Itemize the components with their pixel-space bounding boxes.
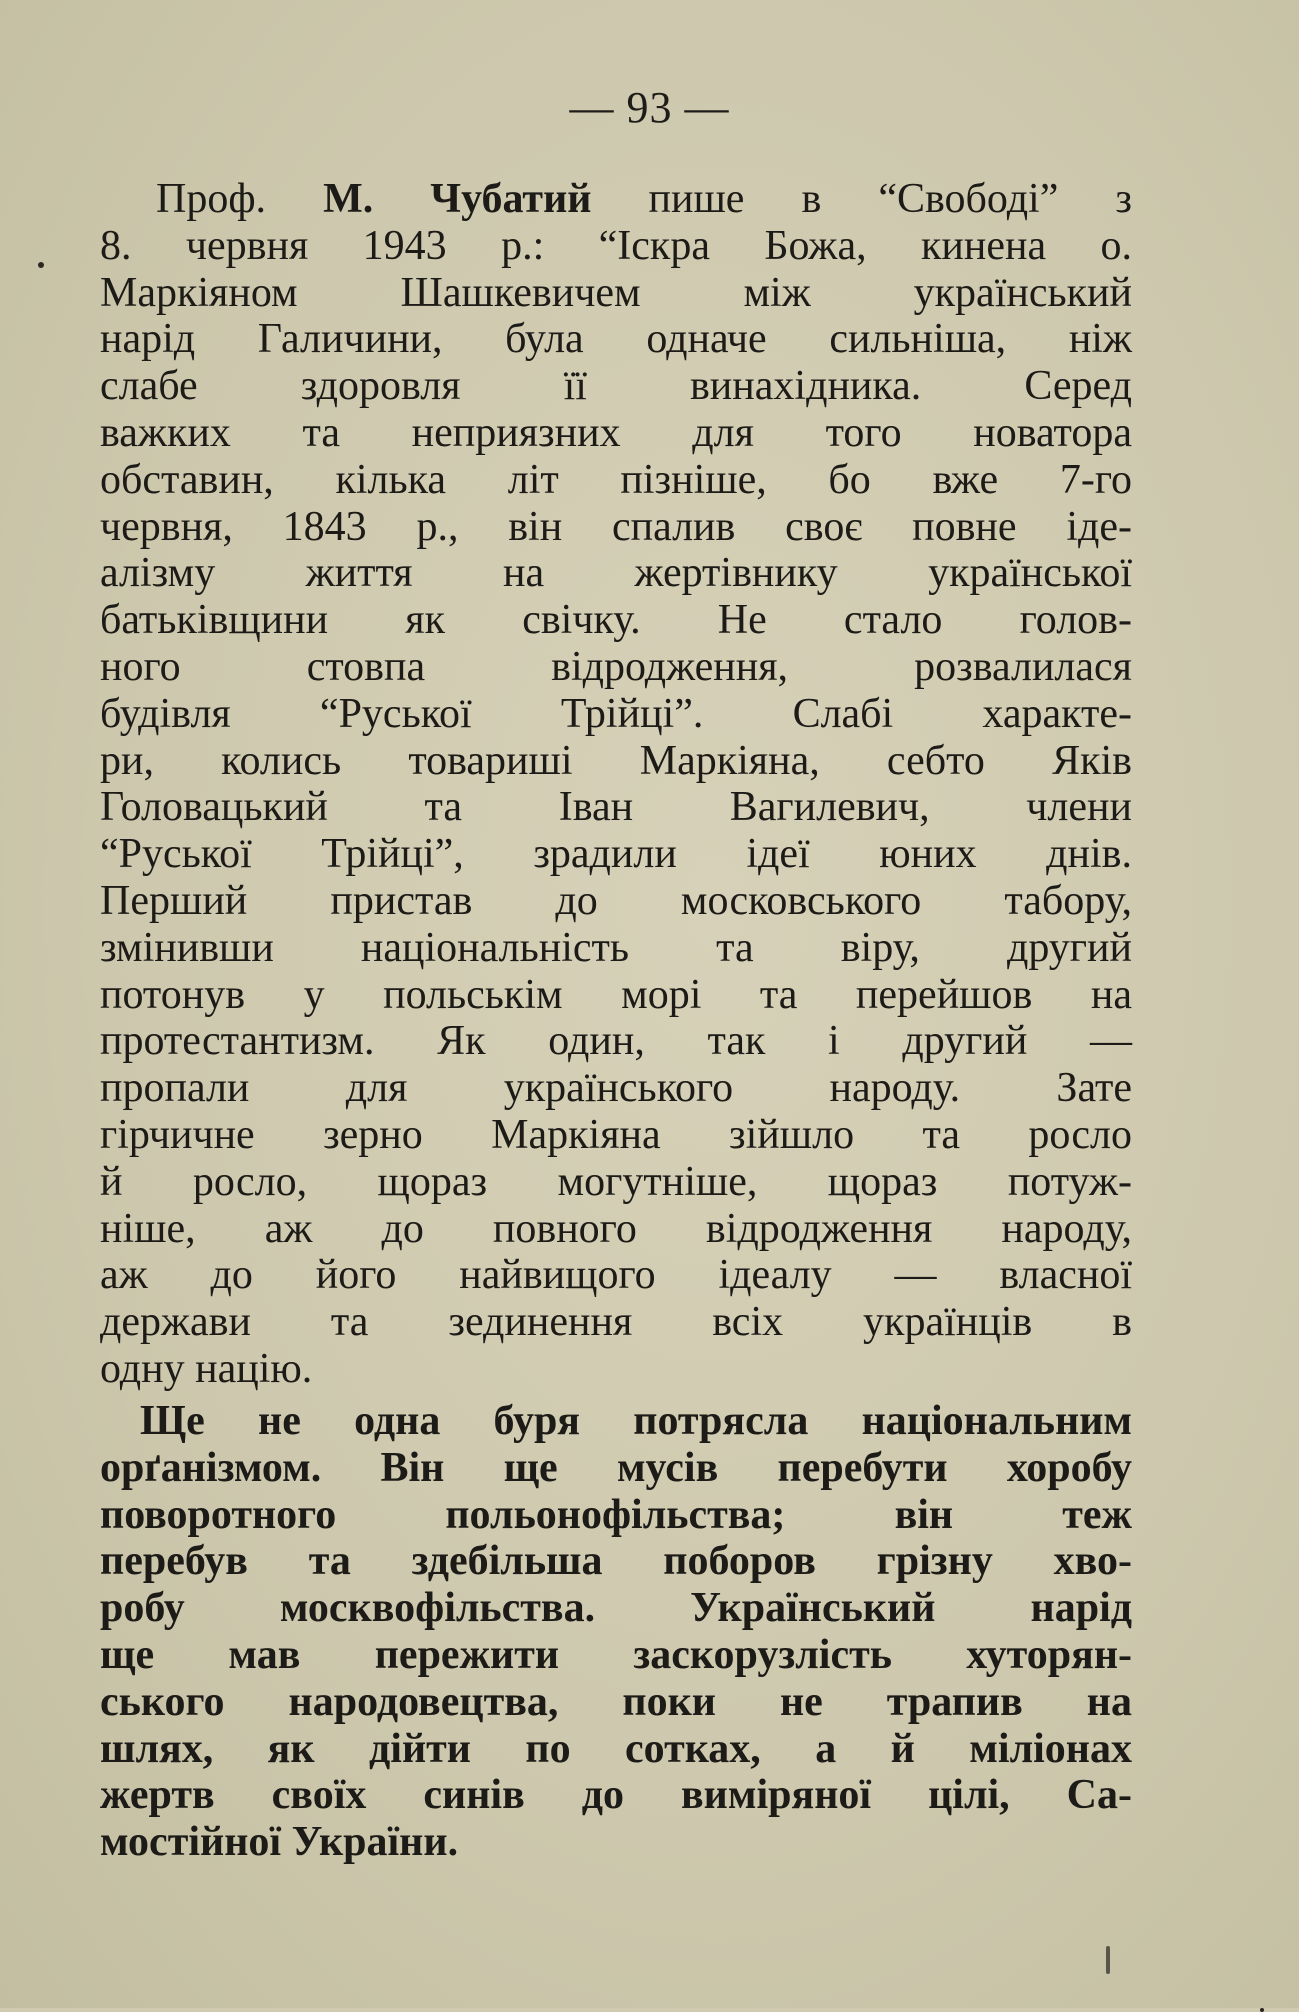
author-name: М. Чубатий: [323, 176, 592, 222]
text-line: робу москвофільства. Український нарід: [100, 1585, 1132, 1632]
text-line: одну націю.: [100, 1345, 313, 1392]
text-line: ного стовпа відродження, розвалилася: [100, 643, 1132, 690]
text-line: мостійної України.: [100, 1819, 459, 1866]
paragraph-2: [100, 1398, 1132, 1866]
text-line: орґанізмом. Він ще мусів перебути хоробу: [100, 1444, 1132, 1491]
text-line: Головацький та Іван Вагилевич, члени: [100, 784, 1132, 831]
text-line: обставин, кілька літ пізніше, бо вже 7-го: [100, 456, 1132, 503]
text-line: Ще не одна буря потрясла національним: [140, 1398, 1132, 1444]
text-line: ри, колись товариші Маркіяна, себто Яків: [100, 737, 1132, 784]
text-line: змінивши національність та віру, другий: [100, 924, 1132, 971]
text-line: держави та зединення всіх українців в: [100, 1299, 1132, 1346]
text-line: потонув у польськім морі та перейшов на: [100, 971, 1132, 1018]
text-line: Маркіяном Шашкевичем між український: [100, 269, 1132, 316]
paper-speck: [1106, 1946, 1110, 1974]
text-line: й росло, щораз могутніше, щораз потуж-: [100, 1158, 1132, 1205]
paragraph-1: [100, 176, 1132, 1393]
text-line: поворотного польонофільства; він теж: [100, 1491, 1132, 1538]
text-line: ніше, аж до повного відродження народу,: [100, 1205, 1132, 1252]
text-line: слабе здоровля її винахідника. Серед: [100, 363, 1132, 410]
text-line: пропали для українського народу. Зате: [100, 1065, 1132, 1112]
text-line: шлях, як дійти по сотках, а й міліонах: [100, 1725, 1132, 1772]
text-line: перебув та здебільша поборов грізну хво-: [100, 1538, 1132, 1585]
text-line: аж до його найвищого ідеалу — власної: [100, 1252, 1132, 1299]
text-line: важких та неприязних для того новатора: [100, 409, 1132, 456]
page-number: — 93 —: [569, 83, 730, 132]
text-line: ського народовецтва, поки не трапив на: [100, 1678, 1132, 1725]
text-line: гірчичне зерно Маркіяна зійшло та росло: [100, 1111, 1132, 1158]
text-line: червня, 1843 р., він спалив своє повне іде-: [100, 503, 1132, 550]
text-line: будівля “Руської Трійці”. Слабі характе-: [100, 690, 1132, 737]
text-line: алізму життя на жертівнику української: [100, 550, 1132, 597]
text-line: ще мав пережити заскорузлість хуторян-: [100, 1631, 1132, 1678]
text-line: “Руської Трійці”, зрадили ідеї юних днів.: [100, 831, 1132, 878]
paper-speck: [38, 262, 44, 268]
text-line: нарід Галичини, була одначе сильніша, ніж: [100, 316, 1132, 363]
text-line: 8. червня 1943 р.: “Іскра Божа, кинена о.: [100, 222, 1132, 269]
paper-speck: [1260, 2008, 1264, 2012]
text-line: жертв своїх синів до виміряної цілі, Са-: [100, 1772, 1132, 1819]
text-line: Перший пристав до московського табору,: [100, 877, 1132, 924]
text-line: Проф. М. Чубатий пише в “Свободі” з: [156, 176, 1132, 222]
text-line: батьківщини як свічку. Не стало голов-: [100, 597, 1132, 644]
text-line: протестантизм. Як один, так і другий —: [100, 1018, 1132, 1065]
